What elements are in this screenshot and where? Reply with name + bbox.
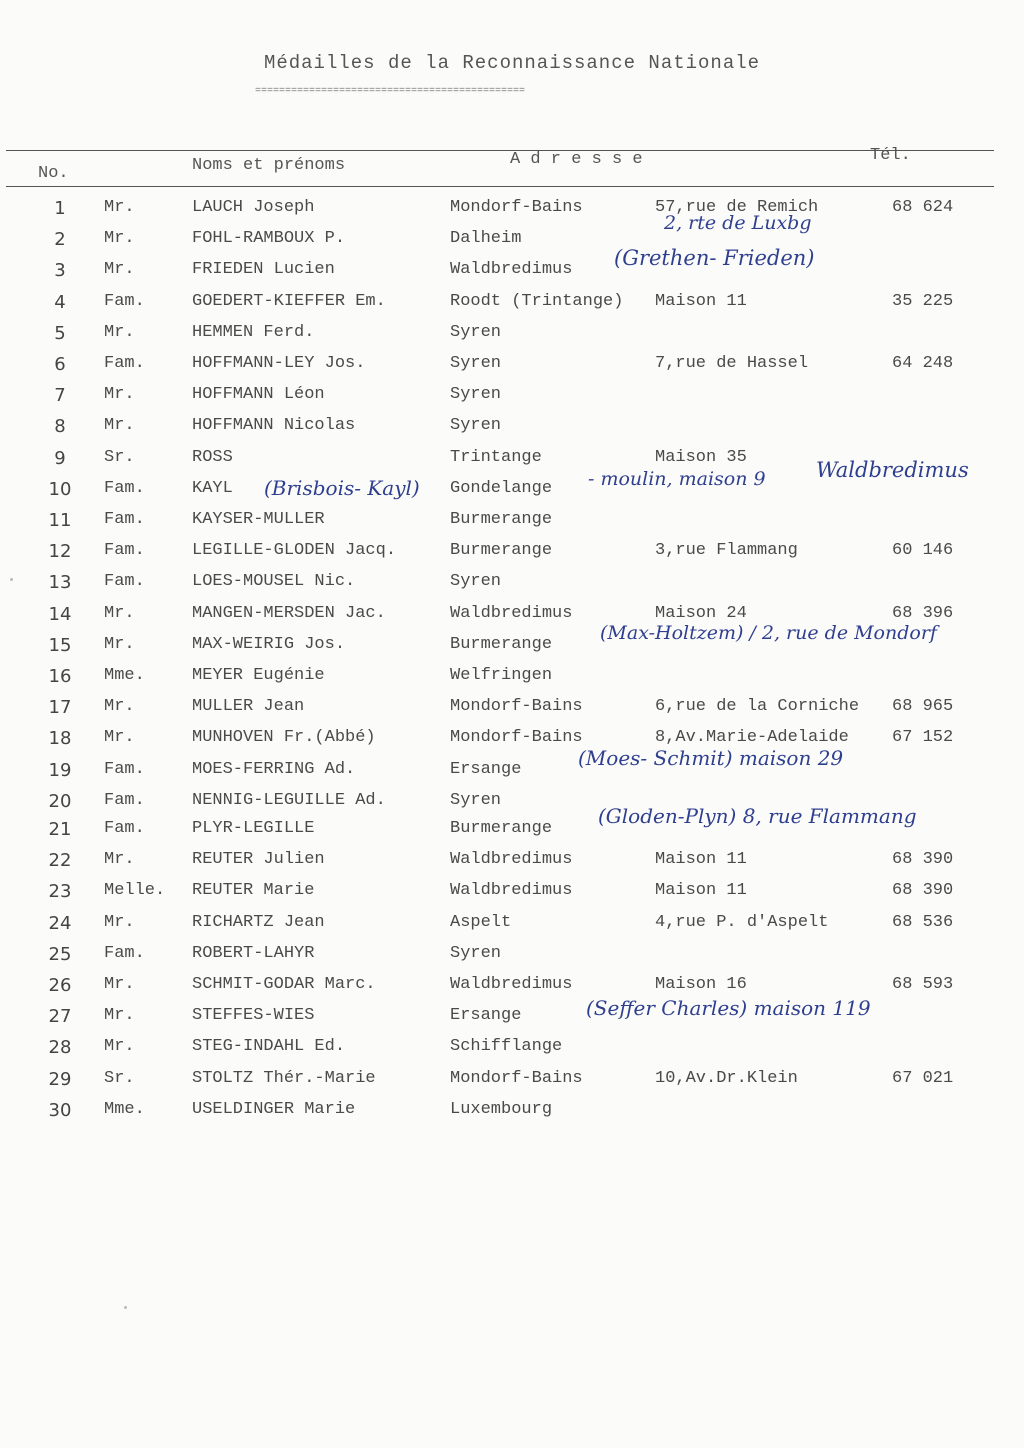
row-no: 30: [48, 1099, 72, 1121]
row-place: Mondorf-Bains: [450, 728, 583, 748]
row-title: Fam.: [104, 478, 145, 498]
table-row: [0, 354, 1024, 385]
row-name: MEYER Eugénie: [192, 666, 325, 685]
row-no: 19: [48, 759, 72, 781]
row-place: Luxembourg: [450, 1099, 553, 1119]
row-place: Syren: [450, 572, 502, 592]
table-row: [0, 572, 1024, 603]
row-no: 11: [48, 510, 72, 531]
row-place: Trintange: [450, 447, 542, 467]
row-place: Waldbredimus: [450, 881, 573, 901]
row-tel: 67 021: [892, 1068, 954, 1088]
row-street: Maison 16: [655, 975, 747, 994]
row-no: 27: [48, 1006, 72, 1028]
handwritten-note: Waldbredimus: [816, 458, 969, 482]
row-place: Mondorf-Bains: [450, 697, 583, 717]
row-place: Syren: [450, 354, 502, 373]
row-place: Waldbredimus: [450, 850, 573, 870]
title-underline: =============================================: [255, 86, 526, 97]
row-name: STEFFES-WIES: [192, 1006, 315, 1026]
row-title: Sr.: [104, 1068, 135, 1088]
row-title: Mr.: [104, 229, 135, 249]
header-rule-bottom: [6, 186, 994, 187]
row-name: LOES-MOUSEL Nic.: [192, 572, 356, 592]
row-no: 23: [48, 881, 72, 903]
handwritten-note: (Moes- Schmit) maison 29: [578, 746, 844, 770]
row-title: Mr.: [104, 322, 135, 342]
row-tel: 68 965: [892, 697, 954, 717]
row-street: Maison 24: [655, 603, 747, 623]
row-name: ROSS: [192, 447, 233, 467]
header-rule-top: [6, 150, 994, 151]
row-name: MUNHOVEN Fr.(Abbé): [192, 728, 376, 748]
row-street: 8,Av.Marie-Adelaide: [655, 728, 849, 748]
row-title: Fam.: [104, 819, 145, 838]
row-place: Mondorf-Bains: [450, 198, 583, 217]
row-name: KAYSER-MULLER: [192, 510, 325, 529]
row-no: 22: [48, 850, 72, 872]
row-place: Roodt (Trintange): [450, 291, 624, 311]
table-row: [0, 510, 1024, 541]
column-header-name: Noms et prénoms: [192, 156, 346, 175]
row-title: Mr.: [104, 416, 135, 436]
row-street: 6,rue de la Corniche: [655, 697, 860, 717]
row-no: 17: [48, 697, 72, 719]
table-row: [0, 1037, 1024, 1068]
row-no: 13: [48, 572, 72, 594]
column-header-address: A d r e s s e: [510, 150, 643, 169]
table-row: [0, 541, 1024, 572]
row-place: Aspelt: [450, 912, 512, 932]
row-street: 7,rue de Hassel: [655, 354, 809, 373]
row-tel: 60 146: [892, 541, 954, 561]
row-name: HOFFMANN Léon: [192, 385, 325, 405]
row-tel: 68 390: [892, 850, 954, 870]
row-street: Maison 11: [655, 881, 747, 901]
row-no: 12: [48, 541, 72, 563]
row-no: 21: [48, 819, 72, 840]
row-place: Syren: [450, 943, 502, 963]
row-place: Burmerange: [450, 819, 553, 838]
row-no: 16: [48, 666, 72, 687]
row-title: Mr.: [104, 1037, 135, 1057]
table-row: [0, 728, 1024, 759]
row-place: Gondelange: [450, 478, 553, 498]
row-place: Syren: [450, 322, 502, 342]
row-title: Fam.: [104, 291, 145, 311]
row-tel: 68 536: [892, 912, 954, 932]
row-name: NENNIG-LEGUILLE Ad.: [192, 790, 386, 810]
row-place: Syren: [450, 790, 502, 810]
row-no: 29: [48, 1068, 72, 1090]
row-title: Fam.: [104, 510, 145, 529]
row-no: 18: [48, 728, 72, 750]
row-no: 24: [48, 912, 72, 934]
row-no: 4: [54, 291, 66, 313]
row-title: Mr.: [104, 198, 135, 217]
row-title: Mr.: [104, 634, 135, 654]
row-name: FOHL-RAMBOUX P.: [192, 229, 346, 249]
table-row: [0, 881, 1024, 912]
column-header-no: No.: [38, 164, 69, 183]
row-place: Ersange: [450, 1006, 522, 1026]
row-street: 3,rue Flammang: [655, 541, 798, 561]
row-no: 8: [54, 416, 66, 438]
row-no: 10: [48, 478, 72, 500]
row-name: USELDINGER Marie: [192, 1099, 356, 1119]
table-row: [0, 479, 1024, 510]
row-title: Fam.: [104, 572, 145, 592]
row-street: 4,rue P. d'Aspelt: [655, 912, 829, 932]
row-street: 57,rue de Remich: [655, 198, 819, 217]
row-no: 7: [54, 385, 66, 407]
row-no: 3: [54, 260, 66, 282]
page-title: Médailles de la Reconnaissance Nationale: [263, 52, 761, 74]
row-title: Fam.: [104, 354, 145, 373]
row-title: Mme.: [104, 666, 145, 685]
row-title: Mr.: [104, 603, 135, 623]
row-title: Mr.: [104, 850, 135, 870]
row-place: Syren: [450, 385, 502, 405]
row-name: MOES-FERRING Ad.: [192, 759, 356, 779]
table-row: [0, 229, 1024, 260]
row-name: STEG-INDAHL Ed.: [192, 1037, 346, 1057]
row-place: Waldbredimus: [450, 975, 573, 994]
row-tel: 68 624: [892, 198, 954, 217]
row-title: Mr.: [104, 697, 135, 717]
handwritten-note: (Gloden-Plyn) 8, rue Flammang: [598, 804, 917, 828]
row-name: MULLER Jean: [192, 697, 305, 717]
table-row: [0, 944, 1024, 975]
row-no: 1: [54, 198, 66, 219]
row-street: Maison 35: [655, 447, 747, 467]
row-place: Burmerange: [450, 634, 553, 654]
row-title: Mr.: [104, 385, 135, 405]
row-name: MANGEN-MERSDEN Jac.: [192, 603, 386, 623]
row-name: HOFFMANN Nicolas: [192, 416, 356, 436]
row-place: Burmerange: [450, 541, 553, 561]
row-name: ROBERT-LAHYR: [192, 943, 315, 963]
row-name: FRIEDEN Lucien: [192, 260, 335, 280]
row-place: Syren: [450, 416, 502, 436]
row-no: 6: [54, 354, 66, 375]
row-no: 5: [54, 322, 66, 344]
row-name: REUTER Julien: [192, 850, 325, 870]
row-street: Maison 11: [655, 850, 747, 870]
column-header-tel: Tél.: [870, 146, 911, 165]
row-no: 2: [54, 229, 66, 251]
row-title: Mr.: [104, 1006, 135, 1026]
row-title: Mr.: [104, 912, 135, 932]
row-name: SCHMIT-GODAR Marc.: [192, 975, 376, 994]
table-row: [0, 323, 1024, 354]
row-tel: 68 396: [892, 603, 954, 623]
row-name: STOLTZ Thér.-Marie: [192, 1068, 376, 1088]
row-no: 25: [48, 943, 72, 965]
row-street: Maison 11: [655, 291, 747, 311]
row-name: LAUCH Joseph: [192, 198, 315, 217]
row-tel: 68 390: [892, 881, 954, 901]
row-place: Burmerange: [450, 510, 553, 529]
paper-speck: [10, 578, 13, 581]
row-place: Ersange: [450, 759, 522, 779]
table-row: [0, 850, 1024, 881]
row-tel: 35 225: [892, 291, 954, 311]
row-tel: 67 152: [892, 728, 954, 748]
table-row: [0, 385, 1024, 416]
row-no: 14: [48, 603, 72, 625]
row-place: Waldbredimus: [450, 603, 573, 623]
row-no: 20: [48, 790, 72, 812]
row-title: Mr.: [104, 728, 135, 748]
table-row: [0, 697, 1024, 728]
table-row: [0, 416, 1024, 447]
row-no: 9: [54, 447, 66, 469]
row-no: 15: [48, 634, 72, 656]
row-name: GOEDERT-KIEFFER Em.: [192, 291, 386, 311]
table-row: [0, 198, 1024, 229]
row-place: Schifflange: [450, 1037, 563, 1057]
row-title: Sr.: [104, 447, 135, 467]
row-tel: 68 593: [892, 975, 954, 994]
row-name: HEMMEN Ferd.: [192, 322, 315, 342]
row-title: Fam.: [104, 541, 145, 561]
row-title: Mme.: [104, 1099, 145, 1119]
row-name: MAX-WEIRIG Jos.: [192, 634, 346, 654]
handwritten-note: - moulin, maison 9: [588, 468, 766, 490]
row-name: PLYR-LEGILLE: [192, 819, 315, 838]
row-street: 10,Av.Dr.Klein: [655, 1068, 798, 1088]
row-title: Fam.: [104, 943, 145, 963]
handwritten-note: (Max-Holtzem) / 2, rue de Mondorf: [600, 622, 937, 644]
table-row: [0, 760, 1024, 791]
row-name: RICHARTZ Jean: [192, 912, 325, 932]
row-name: KAYL: [192, 478, 233, 498]
row-title: Mr.: [104, 260, 135, 280]
handwritten-note: (Grethen- Frieden): [614, 246, 815, 270]
table-row: [0, 260, 1024, 291]
table-row: [0, 1100, 1024, 1131]
row-title: Fam.: [104, 759, 145, 779]
paper-speck: [124, 1306, 127, 1309]
row-name: REUTER Marie: [192, 881, 315, 901]
handwritten-note: 2, rte de Luxbg: [664, 212, 812, 234]
row-place: Dalheim: [450, 229, 522, 249]
table-row: [0, 666, 1024, 697]
row-place: Welfringen: [450, 666, 553, 685]
table-row: [0, 1069, 1024, 1100]
row-title: Mr.: [104, 975, 135, 994]
table-row: [0, 913, 1024, 944]
row-title: Melle.: [104, 881, 166, 901]
row-place: Waldbredimus: [450, 260, 573, 280]
handwritten-note: (Seffer Charles) maison 119: [586, 996, 871, 1020]
row-name: HOFFMANN-LEY Jos.: [192, 354, 366, 373]
row-no: 28: [48, 1037, 72, 1059]
row-no: 26: [48, 975, 72, 996]
row-name: LEGILLE-GLODEN Jacq.: [192, 541, 397, 561]
table-row: [0, 292, 1024, 323]
handwritten-note: (Brisbois- Kayl): [264, 476, 420, 500]
row-title: Fam.: [104, 790, 145, 810]
row-place: Mondorf-Bains: [450, 1068, 583, 1088]
row-tel: 64 248: [892, 354, 954, 373]
